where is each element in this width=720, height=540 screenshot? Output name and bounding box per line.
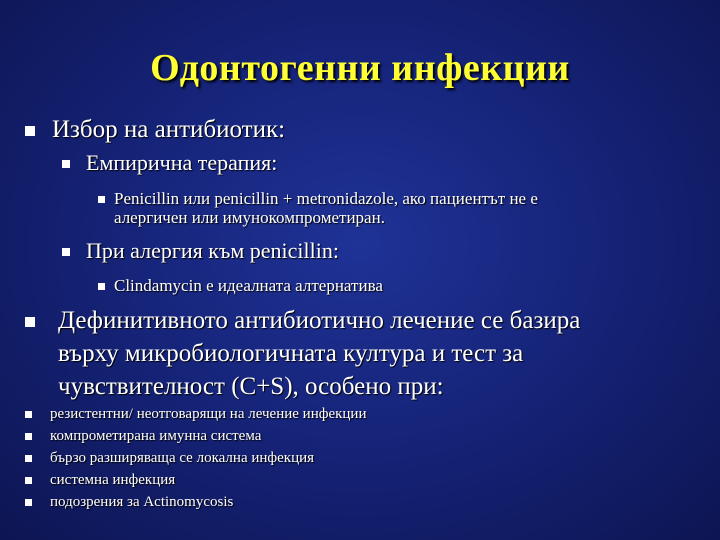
bullet-square-icon — [25, 455, 32, 462]
bullet-definitive-line1: Дефинитивното антибиотично лечение се базира — [58, 307, 581, 334]
bullet-definitive-line3: чувствителност (C+S), особено при: — [58, 373, 444, 400]
slide-title: Одонтогенни инфекции — [150, 47, 570, 89]
bullet-square-icon — [25, 499, 32, 506]
condition-item: бързо разширяваща се локална инфекция — [50, 450, 315, 466]
bullet-square-icon — [25, 477, 32, 484]
bullet-square-icon — [98, 196, 105, 203]
bullet-antibiotic-choice: Избор на антибиотик: — [52, 116, 286, 143]
bullet-empiric-therapy: Емпирична терапия: — [86, 150, 278, 175]
condition-item: системна инфекция — [50, 472, 176, 488]
bullet-penicillin-line2: алергичен или имунокомпрометиран. — [114, 208, 385, 227]
bullet-definitive-line2: върху микробиологичната култура и тест за — [58, 340, 524, 367]
bullet-penicillin-allergy: При алергия към penicillin: — [86, 238, 339, 263]
condition-item: подозрения за Actinomycosis — [50, 494, 234, 510]
bullet-square-icon — [62, 160, 70, 168]
bullet-square-icon — [25, 433, 32, 440]
bullet-penicillin-line1: Penicillin или penicillin + metronidazole, ако пациентът не е — [114, 189, 538, 208]
bullet-square-icon — [25, 317, 35, 327]
condition-item: компрометирана имунна система — [50, 428, 262, 444]
bullet-square-icon — [62, 248, 70, 256]
bullet-square-icon — [98, 283, 105, 290]
bullet-square-icon — [25, 411, 32, 418]
bullet-clindamycin: Clindamycin е идеалната алтернатива — [114, 276, 383, 295]
bullet-square-icon — [25, 126, 35, 136]
condition-item: резистентни/ неотговарящи на лечение инфекции — [50, 406, 367, 422]
